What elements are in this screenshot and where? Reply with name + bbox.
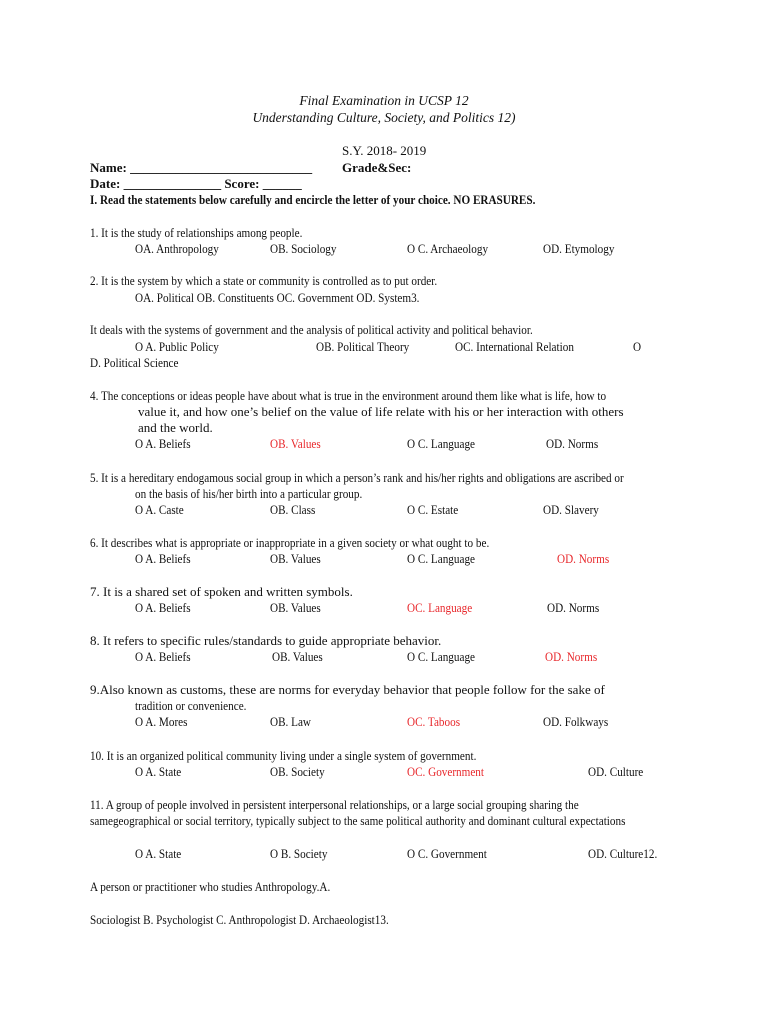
q6-option-d-label: OD. Norms — [557, 551, 610, 566]
q8-option-d-answer[interactable] — [545, 649, 606, 665]
question-1-stem: 1. It is the study of relationships among people. — [90, 225, 303, 240]
question-11-wrap — [90, 797, 658, 813]
q7-option-d-label: OD. Norms — [547, 600, 600, 615]
q1-option-a[interactable] — [135, 241, 233, 257]
question-9-stem: 9.Also known as customs, these are norms for everyday behavior that people follow for the sake of — [90, 682, 605, 697]
q1-option-d[interactable] — [543, 241, 626, 257]
q8-option-c-label: O C. Language — [407, 649, 475, 664]
q6-option-c[interactable] — [407, 551, 486, 567]
question-5-wrap — [90, 470, 711, 486]
q4-option-b-answer[interactable] — [270, 436, 329, 452]
q9-option-c-label: OC. Taboos — [407, 714, 461, 729]
question-11-stem: 11. A group of people involved in persistent interpersonal relationships, or a large social grouping sharing the — [90, 797, 579, 812]
question-4-stem-line2: value it, and how one’s belief on the value of life relate with his or her interaction with others — [138, 404, 624, 419]
q6-option-d-answer[interactable] — [557, 551, 618, 567]
q10-option-d[interactable] — [588, 764, 652, 780]
q8-option-b-label: OB. Values — [272, 649, 323, 664]
q10-option-c-label: OC. Government — [407, 764, 485, 779]
q2-options[interactable] — [135, 290, 466, 306]
q8-option-a-label: O A. Beliefs — [135, 649, 191, 664]
q11-option-a[interactable] — [135, 846, 189, 862]
q5-option-d-label: OD. Slavery — [543, 502, 599, 517]
q8-option-b[interactable] — [272, 649, 331, 665]
q7-option-c-answer[interactable] — [407, 600, 483, 616]
q5-option-c[interactable] — [407, 502, 467, 518]
q3-option-d-marker-label: O — [633, 339, 642, 354]
q9-option-b-label: OB. Law — [270, 714, 311, 729]
q3-option-a-label: O A. Public Policy — [135, 339, 219, 354]
q3-option-b-label: OB. Political Theory — [316, 339, 410, 354]
q10-option-b-label: OB. Society — [270, 764, 325, 779]
question-2-stem: 2. It is the system by which a state or community is controlled as to put order. — [90, 273, 438, 288]
q10-option-b[interactable] — [270, 764, 334, 780]
question-5-stem: 5. It is a hereditary endogamous social group in which a person’s rank and his/her rights and obligations are ascribed or — [90, 470, 624, 485]
q8-option-c[interactable] — [407, 649, 486, 665]
q11-option-a-label: O A. State — [135, 846, 182, 861]
question-4-wrap — [90, 388, 690, 404]
date-score-field: Date: _______________ Score: ______ — [90, 176, 302, 191]
school-year: S.Y. 2018- 2019 — [342, 143, 427, 158]
q7-option-b[interactable] — [270, 600, 329, 616]
question-5-wrap2 — [135, 486, 399, 502]
q10-option-a-label: O A. State — [135, 764, 182, 779]
q11-option-c-label: O C. Government — [407, 846, 487, 861]
question-6-stem: 6. It describes what is appropriate or inappropriate in a given society or what ought to be. — [90, 535, 490, 550]
q1-option-c-label: O C. Archaeology — [407, 241, 489, 256]
q9-option-d[interactable] — [543, 714, 619, 730]
question-8-stem: 8. It refers to specific rules/standards to guide appropriate behavior. — [90, 633, 442, 648]
q4-option-b-label: OB. Values — [270, 436, 321, 451]
q4-option-c[interactable] — [407, 436, 486, 452]
q7-option-a-label: O A. Beliefs — [135, 600, 191, 615]
q3-option-d[interactable] — [90, 355, 193, 371]
q4-option-a[interactable] — [135, 436, 200, 452]
q6-option-b-label: OB. Values — [270, 551, 321, 566]
q3-option-c[interactable] — [455, 339, 593, 355]
q6-option-a[interactable] — [135, 551, 200, 567]
q5-option-d[interactable] — [543, 502, 608, 518]
question-3-wrap — [90, 322, 605, 338]
q4-option-d[interactable] — [546, 436, 607, 452]
question-11-wrap2 — [90, 813, 713, 829]
q1-option-c[interactable] — [407, 241, 501, 257]
question-1-wrap — [90, 225, 337, 241]
q9-option-a-label: O A. Mores — [135, 714, 188, 729]
q7-option-c-label: OC. Language — [407, 600, 473, 615]
grade-section-field: Grade&Sec: — [342, 160, 412, 175]
q11-option-d[interactable] — [588, 846, 669, 862]
exam-subtitle: Understanding Culture, Society, and Politics 12) — [252, 110, 516, 125]
question-12-options: Sociologist B. Psychologist C. Anthropologist D. Archaeologist13. — [90, 912, 389, 927]
q3-option-c-label: OC. International Relation — [455, 339, 574, 354]
q6-option-c-label: O C. Language — [407, 551, 475, 566]
q4-option-d-label: OD. Norms — [546, 436, 599, 451]
q9-option-b[interactable] — [270, 714, 318, 730]
q8-option-d-label: OD. Norms — [545, 649, 598, 664]
question-11-stem-line2: samegeographical or social territory, typically subject to the same political authority and dominant cultural expectations — [90, 813, 626, 828]
question-12-wrap — [90, 879, 369, 895]
q1-option-b-label: OB. Sociology — [270, 241, 337, 256]
question-4-stem-line3: and the world. — [138, 420, 213, 435]
question-5-stem-line2: on the basis of his/her birth into a particular group. — [135, 486, 363, 501]
q1-option-b[interactable] — [270, 241, 347, 257]
q11-option-b[interactable] — [270, 846, 337, 862]
q5-option-a-label: O A. Caste — [135, 502, 184, 517]
q9-option-d-label: OD. Folkways — [543, 714, 609, 729]
question-10-wrap — [90, 748, 539, 764]
instructions: I. Read the statements below carefully and encircle the letter of your choice. NO ERASURES. — [90, 192, 536, 207]
question-9-wrap2 — [135, 698, 265, 714]
question-9-stem-line2: tradition or convenience. — [135, 698, 247, 713]
q9-option-c-answer[interactable] — [407, 714, 469, 730]
q6-option-a-label: O A. Beliefs — [135, 551, 191, 566]
q3-option-b[interactable] — [316, 339, 424, 355]
question-3-stem: It deals with the systems of government and the analysis of political activity and political behavior. — [90, 322, 533, 337]
q5-option-b-label: OB. Class — [270, 502, 316, 517]
question-12-stem: A person or practitioner who studies Anthropology.A. — [90, 879, 331, 894]
q6-option-b[interactable] — [270, 551, 329, 567]
q9-option-a[interactable] — [135, 714, 196, 730]
q8-option-a[interactable] — [135, 649, 200, 665]
question-10-stem: 10. It is an organized political community living under a single system of government. — [90, 748, 477, 763]
question-7-stem: 7. It is a shared set of spoken and written symbols. — [90, 584, 353, 599]
name-field: Name: ____________________________ — [90, 160, 313, 175]
q7-option-d[interactable] — [547, 600, 608, 616]
exam-title: Final Examination in UCSP 12 — [299, 93, 469, 108]
q5-option-a[interactable] — [135, 502, 192, 518]
q11-option-c[interactable] — [407, 846, 500, 862]
q3-option-d-marker[interactable] — [633, 339, 642, 355]
q5-option-b[interactable] — [270, 502, 323, 518]
q10-option-d-label: OD. Culture — [588, 764, 644, 779]
instructions-wrap — [90, 192, 608, 208]
q4-option-a-label: O A. Beliefs — [135, 436, 191, 451]
q5-option-c-label: O C. Estate — [407, 502, 459, 517]
q7-option-a[interactable] — [135, 600, 200, 616]
question-12-wrap2 — [90, 912, 437, 928]
q2-options-label: OA. Political OB. Constituents OC. Government OD. System3. — [135, 290, 420, 305]
q1-option-d-label: OD. Etymology — [543, 241, 615, 256]
q4-option-c-label: O C. Language — [407, 436, 475, 451]
q10-option-a[interactable] — [135, 764, 189, 780]
q3-option-a[interactable] — [135, 339, 233, 355]
q11-option-b-label: O B. Society — [270, 846, 328, 861]
q1-option-a-label: OA. Anthropology — [135, 241, 219, 256]
question-6-wrap — [90, 535, 554, 551]
q11-option-d-label: OD. Culture12. — [588, 846, 658, 861]
question-4-stem: 4. The conceptions or ideas people have about what is true in the environment around them like what is life, how to — [90, 388, 607, 403]
q7-option-b-label: OB. Values — [270, 600, 321, 615]
question-2-wrap — [90, 273, 494, 289]
q3-option-d-label: D. Political Science — [90, 355, 179, 370]
q10-option-c-answer[interactable] — [407, 764, 497, 780]
